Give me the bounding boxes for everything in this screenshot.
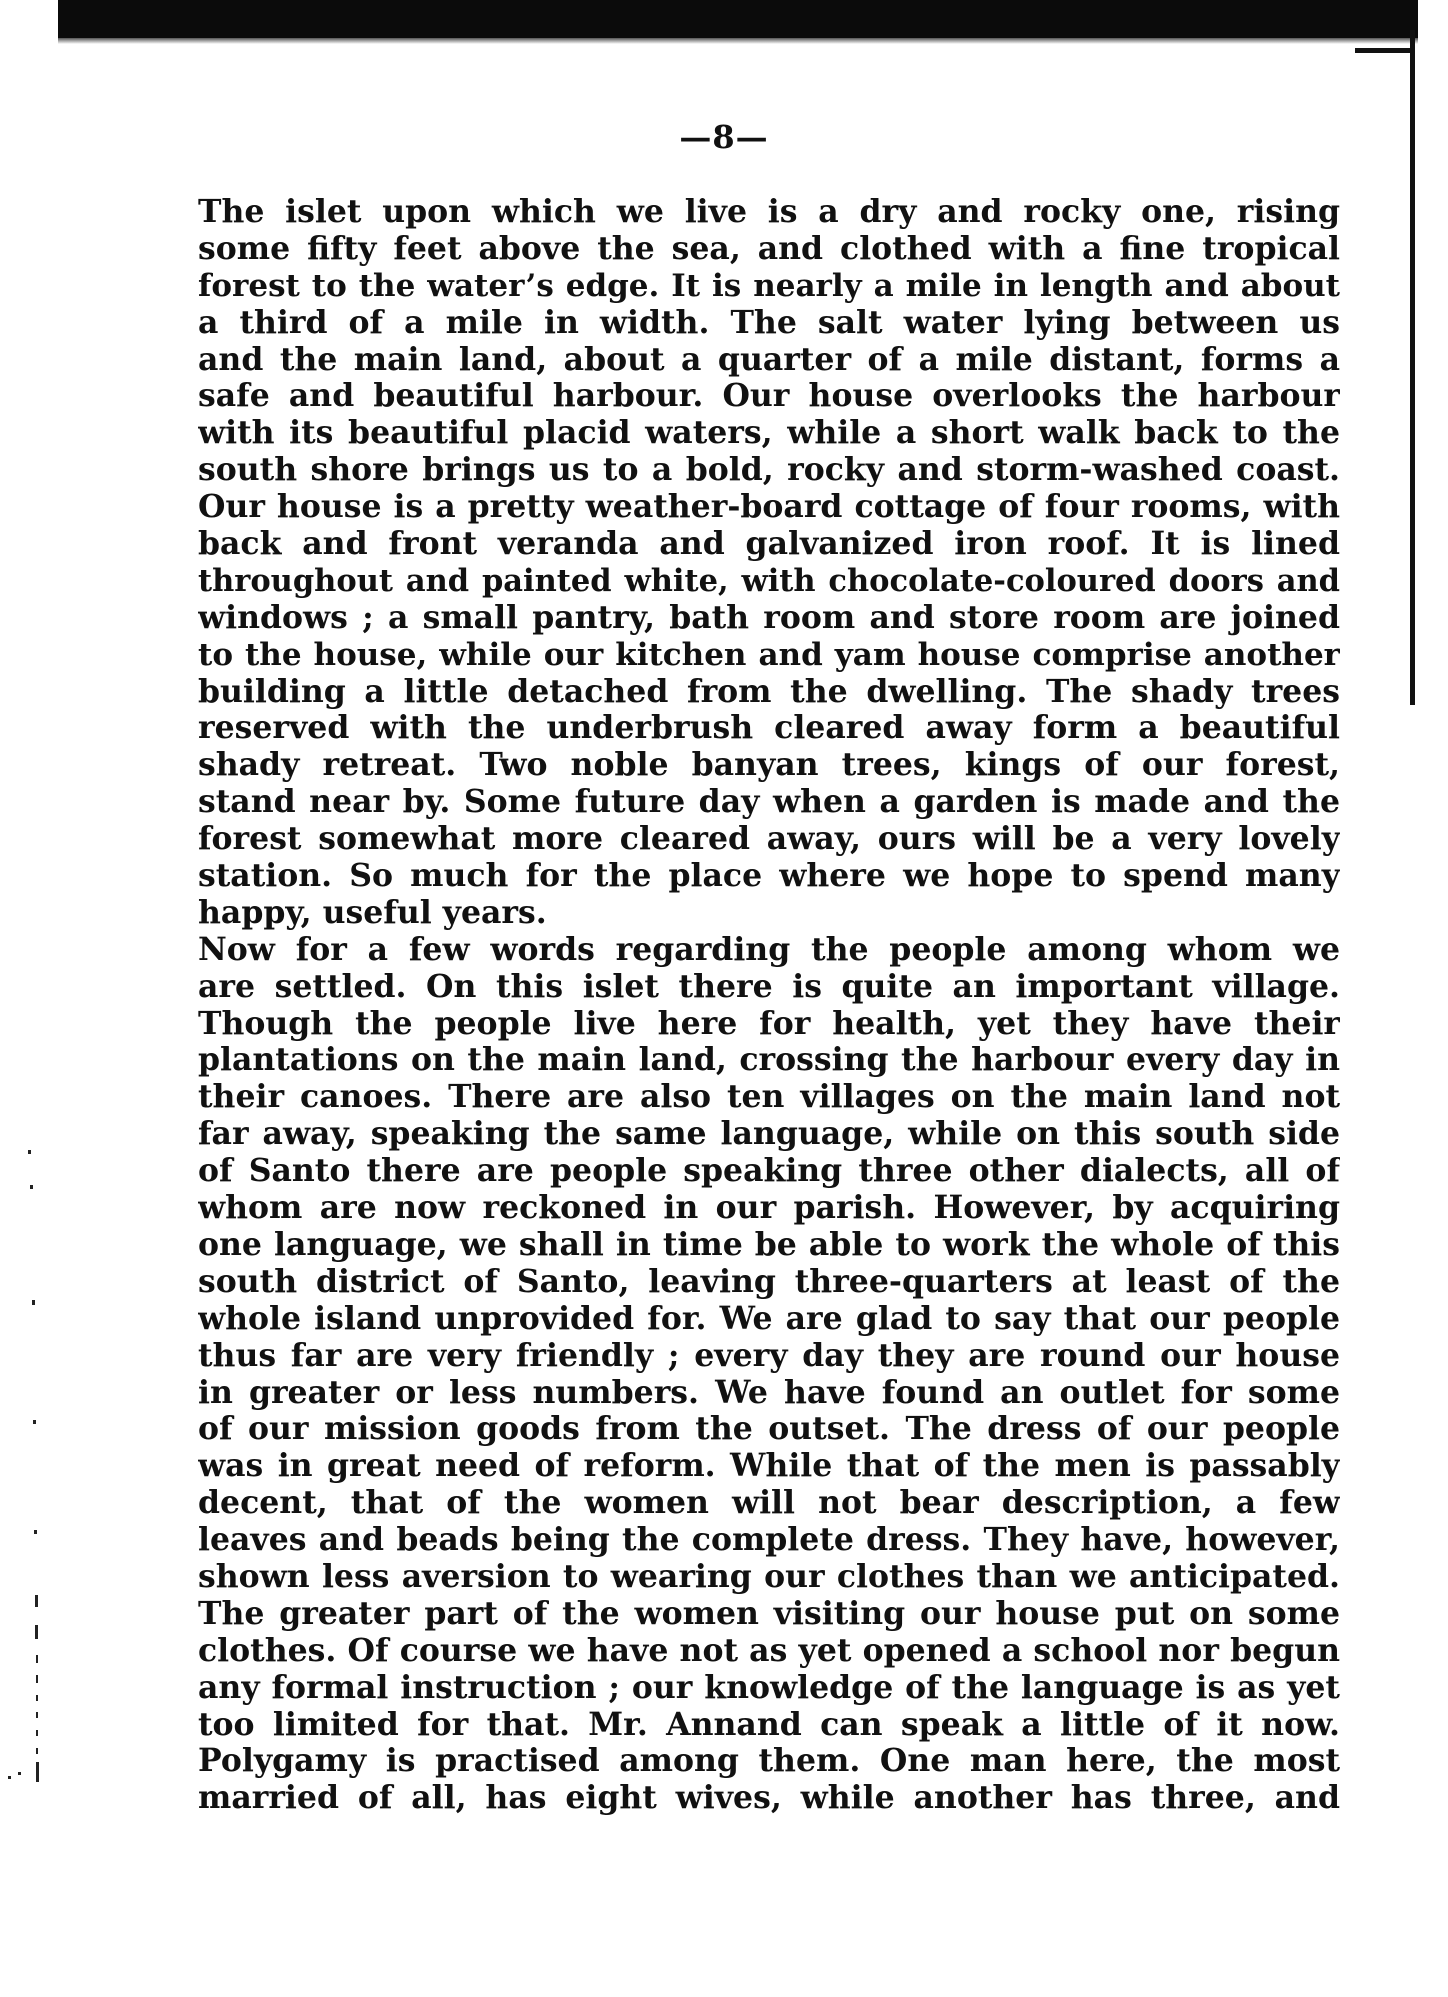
margin-dot <box>34 1530 37 1534</box>
text-line: in greater or less numbers. We have found an outlet for some <box>198 1374 1340 1411</box>
text-line: married of all, has eight wives, while another has three, and <box>198 1780 1340 1817</box>
scan-corner-rule <box>1355 48 1415 53</box>
text-line: Polygamy is practised among them. One man here, the most <box>198 1743 1340 1780</box>
margin-dot <box>36 1730 38 1736</box>
text-line: plantations on the main land, crossing the harbour every day in <box>198 1042 1340 1079</box>
margin-dot <box>36 1675 38 1683</box>
scan-top-border-shadow <box>58 38 1418 44</box>
text-line: stand near by. Some future day when a garden is made and the <box>198 784 1340 821</box>
text-line: whole island unprovided for. We are glad to say that our people <box>198 1300 1340 1337</box>
text-line: and the main land, about a quarter of a mile distant, forms a <box>198 341 1340 378</box>
text-line: Our house is a pretty weather-board cottage of four rooms, with <box>198 489 1340 526</box>
text-line: their canoes. There are also ten villages on the main land not <box>198 1079 1340 1116</box>
text-line: forest to the water’s edge. It is nearly a mile in length and about <box>198 267 1340 304</box>
text-line: shown less aversion to wearing our clothes than we anticipated. <box>198 1558 1340 1595</box>
margin-dot <box>35 1595 38 1607</box>
text-line: clothes. Of course we have not as yet opened a school nor begun <box>198 1632 1340 1669</box>
page-number: —8— <box>679 118 769 156</box>
text-line: forest somewhat more cleared away, ours will be a very lovely <box>198 821 1340 858</box>
text-line: decent, that of the women will not bear description, a few <box>198 1485 1340 1522</box>
text-line: are settled. On this islet there is quite an important village. <box>198 968 1340 1005</box>
margin-dot <box>36 1748 38 1754</box>
text-line: a third of a mile in width. The salt water lying between us <box>198 304 1340 341</box>
margin-dot <box>36 1762 39 1782</box>
text-line: far away, speaking the same language, while on this south side <box>198 1116 1340 1153</box>
text-line: thus far are very friendly ; every day they are round our house <box>198 1337 1340 1374</box>
text-line: The greater part of the women visiting our house put on some <box>198 1595 1340 1632</box>
text-line: of our mission goods from the outset. The dress of our people <box>198 1411 1340 1448</box>
margin-dot <box>35 1625 38 1639</box>
text-line: south shore brings us to a bold, rocky and storm-washed coast. <box>198 452 1340 489</box>
text-line: one language, we shall in time be able to work the whole of this <box>198 1226 1340 1263</box>
margin-dot <box>32 1300 35 1305</box>
text-line: was in great need of reform. While that of the men is passably <box>198 1448 1340 1485</box>
margin-dot <box>36 1695 38 1701</box>
margin-dot <box>36 1712 38 1718</box>
text-line: to the house, while our kitchen and yam house comprise another <box>198 636 1340 673</box>
margin-dot <box>30 1185 33 1189</box>
margin-dot <box>18 1772 21 1775</box>
margin-dot <box>8 1776 11 1779</box>
text-line: The islet upon which we live is a dry and rocky one, rising <box>198 194 1340 230</box>
text-line: station. So much for the place where we hope to spend many <box>198 858 1340 895</box>
text-line: reserved with the underbrush cleared away form a beautiful <box>198 710 1340 747</box>
text-line: too limited for that. Mr. Annand can speak a little of it now. <box>198 1706 1340 1743</box>
text-line: windows ; a small pantry, bath room and store room are joined <box>198 599 1340 636</box>
left-margin-marks <box>0 0 60 1997</box>
text-line: safe and beautiful harbour. Our house overlooks the harbour <box>198 378 1340 415</box>
text-line: Though the people live here for health, yet they have their <box>198 1005 1340 1042</box>
text-line: shady retreat. Two noble banyan trees, kings of our forest, <box>198 747 1340 784</box>
text-line: whom are now reckoned in our parish. However, by acquiring <box>198 1190 1340 1227</box>
body-text <box>198 194 1340 1817</box>
margin-dot <box>36 1655 38 1663</box>
text-line: south district of Santo, leaving three-quarters at least of the <box>198 1263 1340 1300</box>
text-line: back and front veranda and galvanized iron roof. It is lined <box>198 526 1340 563</box>
text-line: of Santo there are people speaking three other dialects, all of <box>198 1153 1340 1190</box>
text-line: leaves and beads being the complete dress. They have, however, <box>198 1522 1340 1559</box>
text-line: Now for a few words regarding the people among whom we <box>198 931 1340 968</box>
text-line: building a little detached from the dwelling. The shady trees <box>198 673 1340 710</box>
margin-dot <box>28 1150 31 1154</box>
text-line: with its beautiful placid waters, while a short walk back to the <box>198 415 1340 452</box>
text-line: throughout and painted white, with chocolate-coloured doors and <box>198 562 1340 599</box>
text-line: some fifty feet above the sea, and clothed with a fine tropical <box>198 230 1340 267</box>
text-line: happy, useful years. <box>198 894 547 931</box>
margin-dot <box>33 1420 36 1424</box>
scan-top-border <box>58 0 1418 38</box>
text-line: any formal instruction ; our knowledge of the language is as yet <box>198 1669 1340 1706</box>
